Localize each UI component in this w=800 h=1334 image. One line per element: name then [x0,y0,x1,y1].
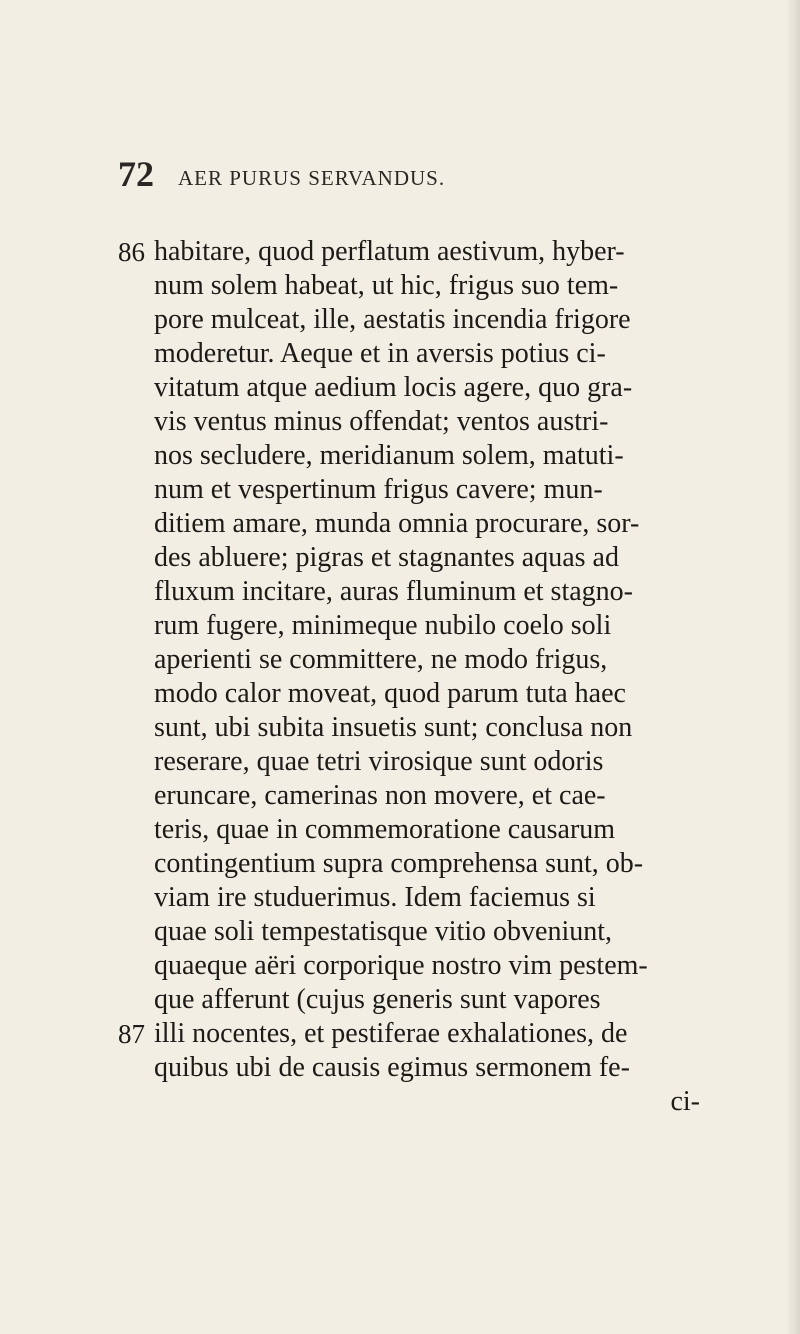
text-line: nos secludere, meridianum solem, matuti- [154,440,624,471]
text-line: vis ventus minus offendat; ventos austri- [154,406,609,437]
text-line: vitatum atque aedium locis agere, quo gra- [154,372,633,403]
text-line: eruncare, camerinas non movere, et cae- [154,780,606,811]
text-line: modo calor moveat, quod parum tuta haec [154,678,626,709]
text-line: des abluere; pigras et stagnantes aquas ad [154,542,619,573]
text-line: pore mulceat, ille, aestatis incendia frigore [154,304,631,335]
text-line: aperienti se committere, ne modo frigus, [154,644,608,675]
text-line: sunt, ubi subita insuetis sunt; conclusa non [154,712,633,743]
running-head: AER PURUS SERVANDUS. [178,166,446,190]
text-line: illi nocentes, et pestiferae exhalationes, de [154,1018,628,1049]
text-line: contingentium supra comprehensa sunt, ob- [154,848,644,879]
text-line: num et vespertinum frigus cavere; mun- [154,474,603,505]
text-line: ditiem amare, munda omnia procurare, sor- [154,508,640,539]
text-line: fluxum incitare, auras fluminum et stagno- [154,576,633,607]
text-line: quae soli tempestatisque vitio obveniunt, [154,916,613,947]
text-line: quibus ubi de causis egimus sermonem fe- [154,1052,630,1083]
text-line: teris, quae in commemoratione causarum [154,814,616,845]
margin-number: 86 [118,237,145,267]
text-line: num solem habeat, ut hic, frigus suo tem- [154,270,619,301]
text-line: que afferunt (cujus generis sunt vapores [154,984,601,1015]
text-line: viam ire studuerimus. Idem faciemus si [154,882,596,913]
page-edge-shadow [786,0,800,1334]
text-line: rum fugere, minimeque nubilo coelo soli [154,610,612,641]
page-number: 72 [118,154,154,194]
margin-number: 87 [118,1019,145,1049]
text-line: moderetur. Aeque et in aversis potius ci- [154,338,606,369]
text-line: quaeque aëri corporique nostro vim pestem- [154,950,648,981]
page-header [118,156,638,192]
text-line: habitare, quod perflatum aestivum, hyber- [154,236,625,267]
catchword: ci- [670,1086,700,1117]
text-line: reserare, quae tetri virosique sunt odoris [154,746,604,777]
